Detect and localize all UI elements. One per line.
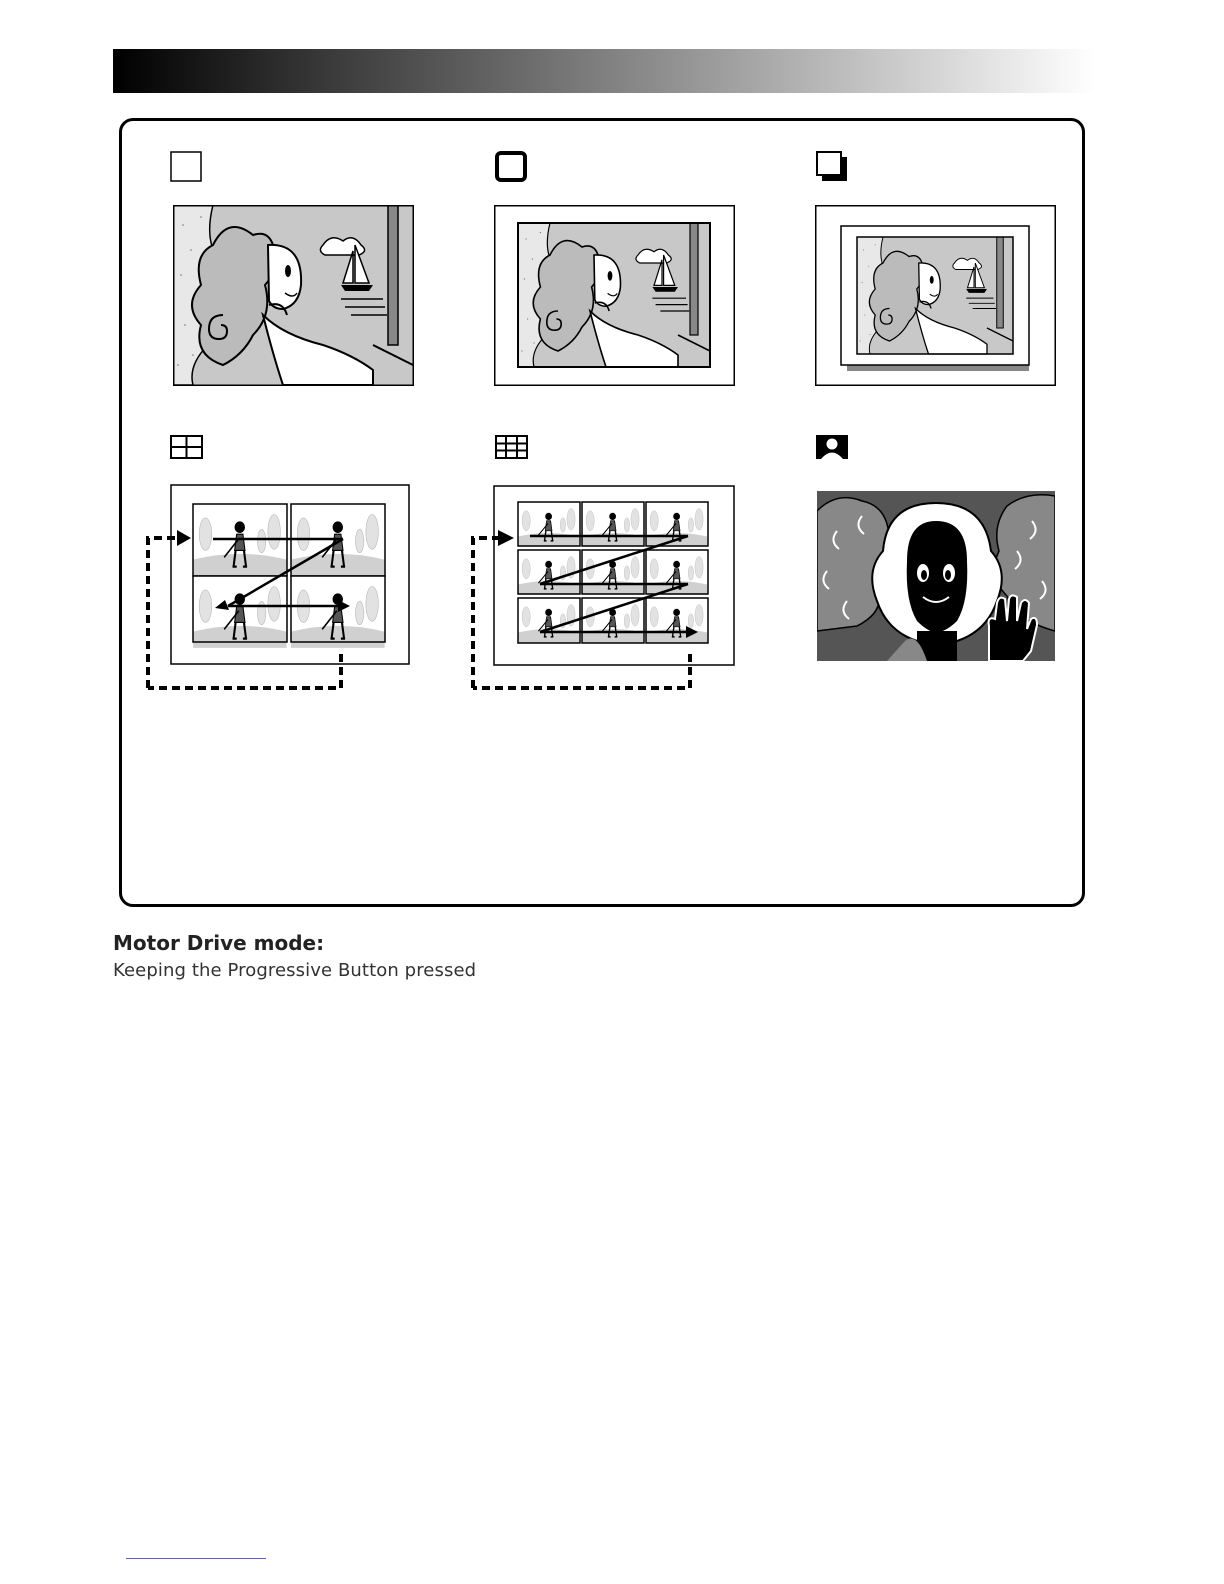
shadow-frame-icon	[816, 151, 848, 182]
full-frame-picture	[173, 205, 414, 386]
footer-rule	[126, 1558, 266, 1559]
negative-portrait-picture	[817, 491, 1055, 661]
framed-border-picture	[494, 205, 735, 386]
multi-9-picture	[468, 484, 738, 692]
multi-4-picture	[143, 484, 413, 692]
full-frame-icon	[170, 151, 202, 182]
shadow-frame-picture	[815, 205, 1056, 386]
motor-drive-title: Motor Drive mode:	[113, 931, 325, 955]
header-gradient-bar	[113, 49, 1095, 93]
multi-4-icon	[170, 435, 203, 459]
multi-9-icon	[495, 435, 528, 459]
multi-9-thumbnails	[518, 502, 708, 643]
negative-portrait-icon	[816, 435, 848, 459]
motor-drive-description: Keeping the Progressive Button pressed	[113, 960, 477, 981]
framed-border-icon	[495, 151, 527, 182]
